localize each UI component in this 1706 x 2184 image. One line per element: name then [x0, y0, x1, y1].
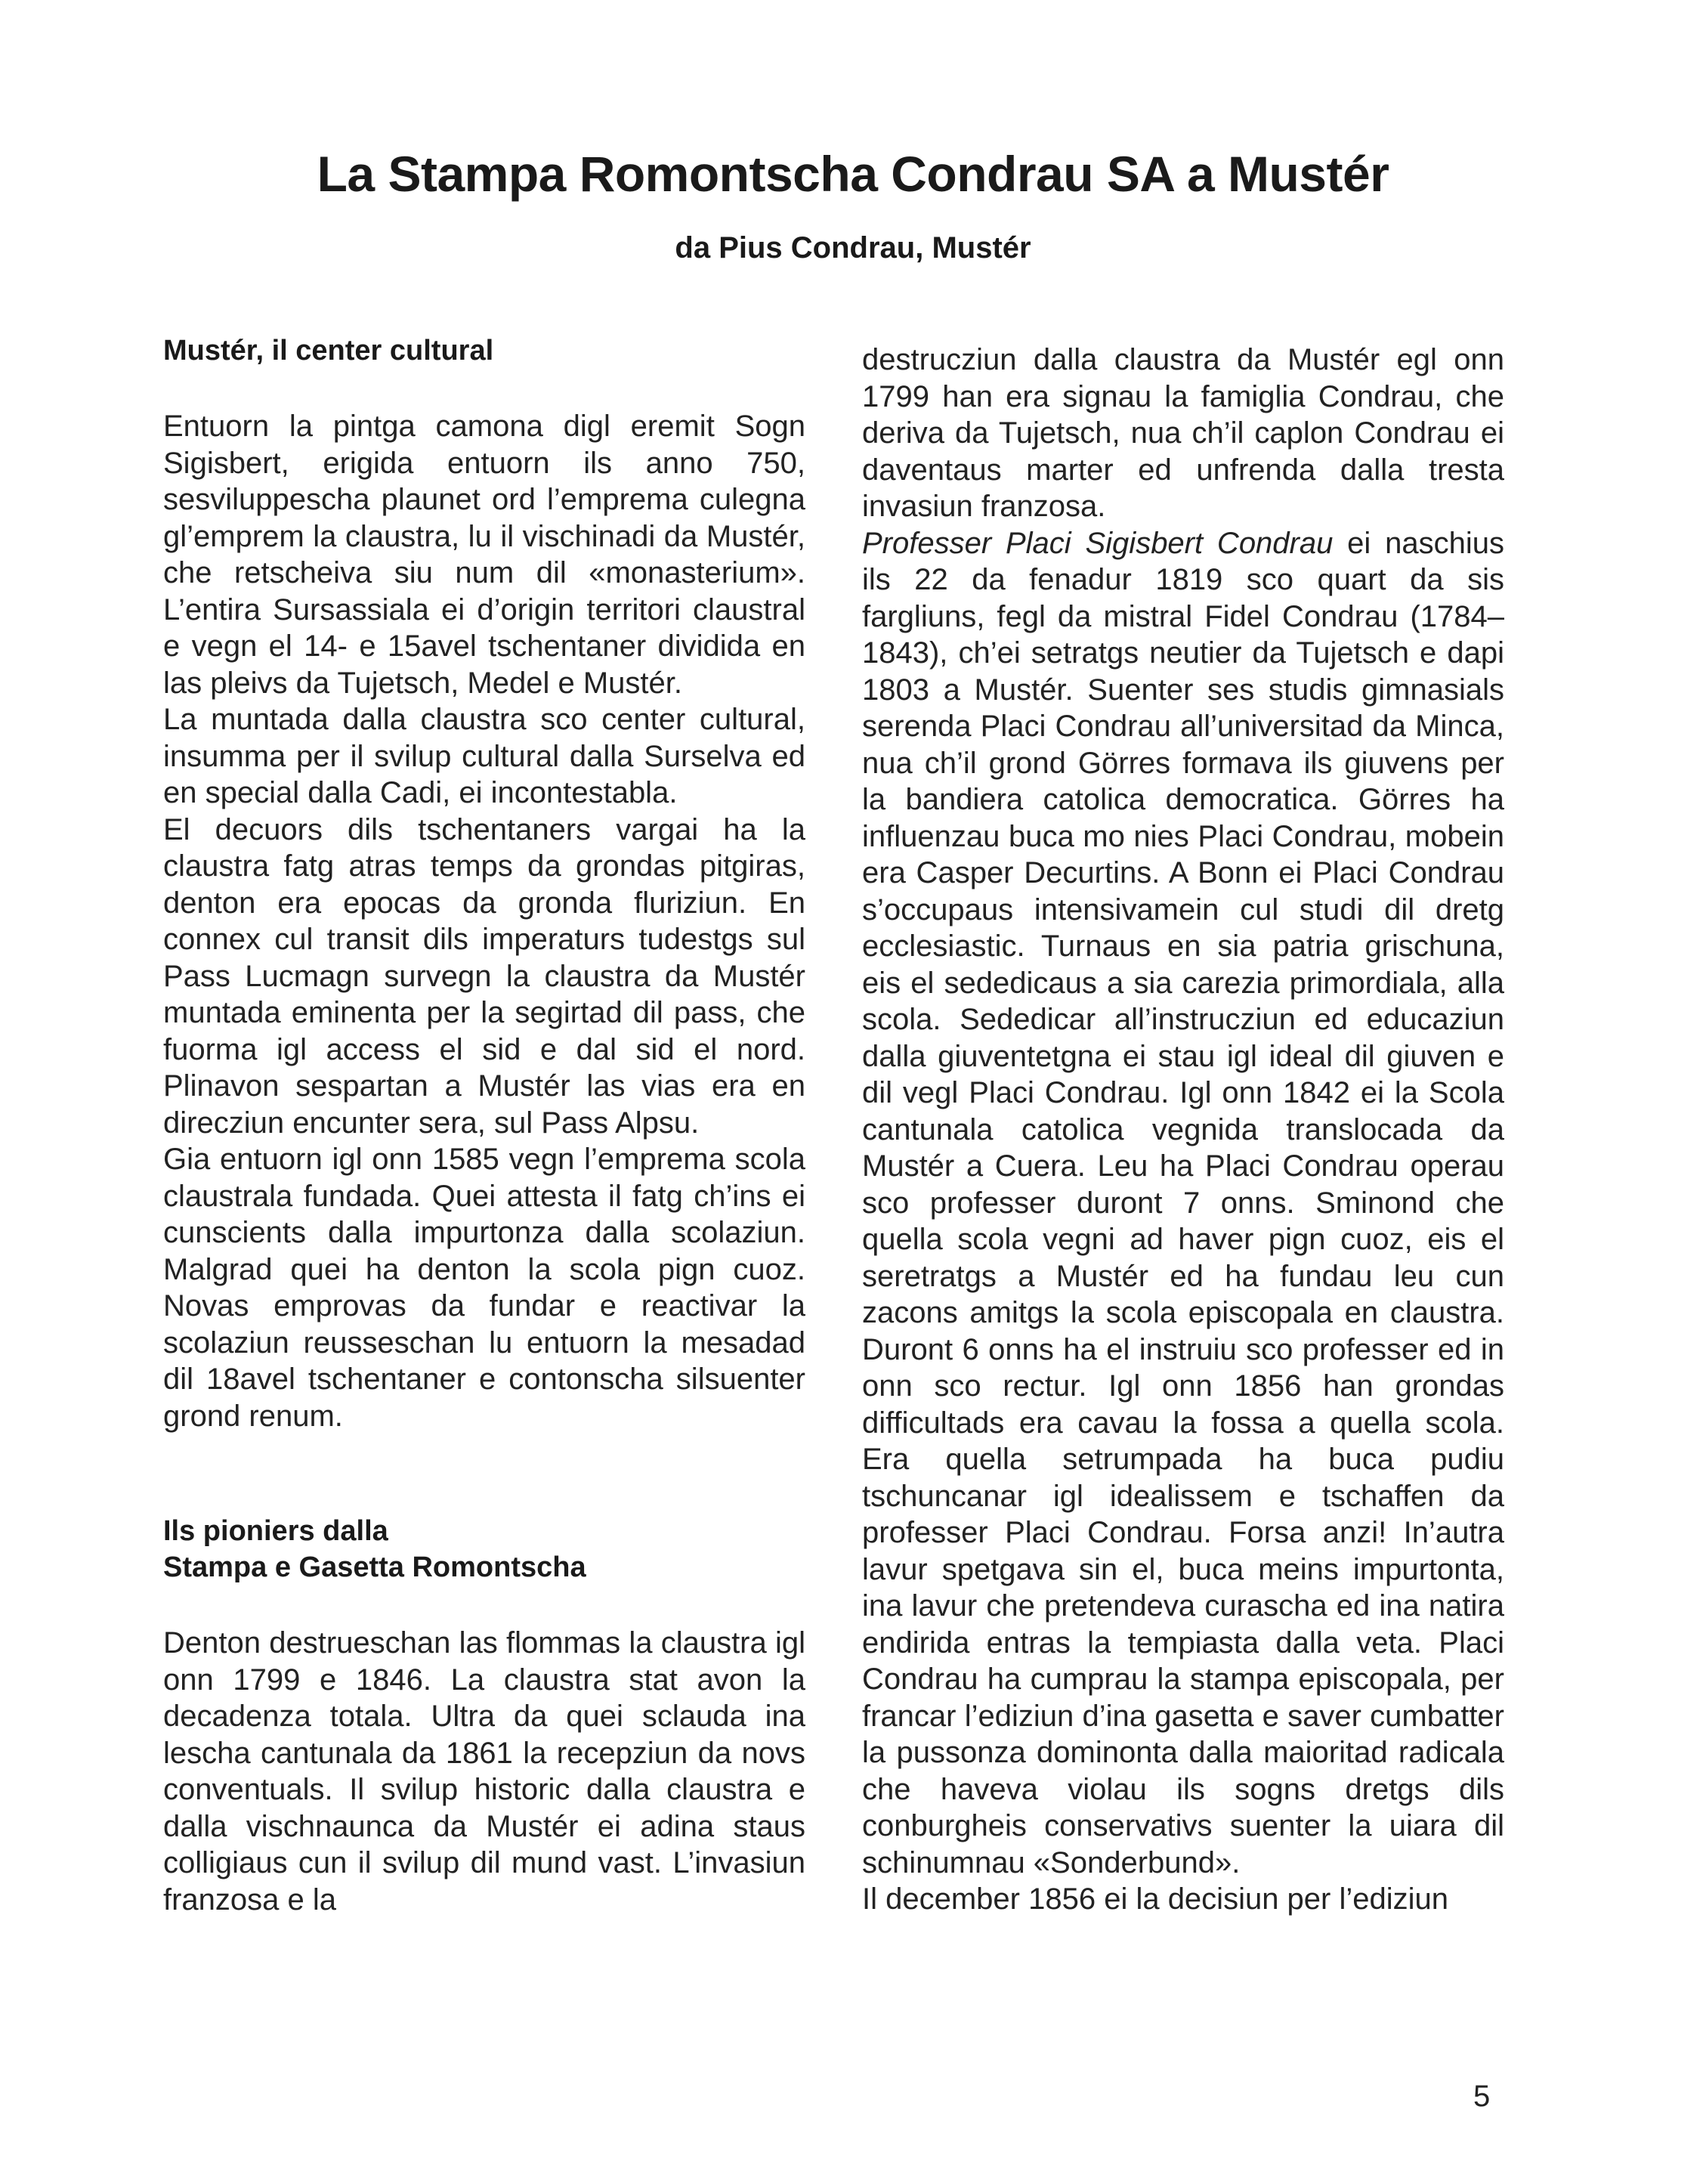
right-column: [862, 342, 1504, 1918]
section-heading-line: Ils pioniers dalla: [163, 1515, 388, 1547]
paragraph: Denton destrueschan las flommas la claustra igl onn 1799 e 1846. La claustra stat avon la decadenza totala. Ultra da quei sclauda ina lescha cantunala da 1861 la recepziun da novs conventuals. Il svilup historic dalla claustra e dalla vischnaunca da Mustér ei adina staus colligiaus cun il svilup dil mund vast. L’invasiun franzosa e la: [163, 1626, 805, 1916]
paragraph-text: ei naschius ils 22 da fenadur 1819 sco quart da sis fargliuns, fegl da mistral Fidel Condrau (1784–1843), ch’ei setratgs neutier da Tujetsch e dapi 1803 a Mustér. Suenter ses studis gimnasials serenda Placi Condrau all’universitad da Minca, nua ch’il grond Görres formava ils giuvens per la bandiera catolica democratica. Görres ha influenzau buca mo nies Placi Condrau, mobein era Casper Decurtins. A Bonn ei Placi Condrau s’occupaus intensivamein cul studi dil dretg ecclesiastic. Turnaus en sia patria grischuna, eis el sededicaus a sia carezia primordiala, alla scola. Sededicar all’instrucziun ed educaziun dalla giuventetgna ei stau igl ideal dil giuven e dil vegl Placi Condrau. Igl onn 1842 ei la Scola cantunala catolica vegnida translocada da Mustér a Cuera. Leu ha Placi Condrau operau sco professer duront 7 onns. Sminond che quella scola vegni ad haver pign cuoz, eis el seretratgs a Mustér ed ha fundau leu cun zacons amitgs la scola episcopala en claustra. Duront 6 onns ha el instruiu sco professer ed in onn sco rectur. Igl onn 1856 han grondas difficultads era cavau la fossa a quella scola. Era quella setrumpada ha buca pudiu tschuncanar igl idealissem e tschaffen da professer Placi Condrau. Forsa anzi! In’autra lavur spetgava sin el, buca meins impurtonta, ina lavur che pretendeva curascha ed ina natira endirida entras la tempiasta dalla veta. Placi Condrau ha cumprau la stampa episcopala, per francar l’ediziun d’ina gasetta e saver cumbatter la pussonza dominonta dalla maioritad radicala che haveva violau ils sogns dretgs dils conburgheis conservativs suenter la uiara dil schinumnau «Sonderbund».: [862, 526, 1504, 1879]
paragraph: Il december 1856 ei la decisiun per l’ediziun: [862, 1882, 1449, 1916]
section-heading-cultural-center: Mustér, il center cultural: [163, 335, 494, 367]
page-title: La Stampa Romontscha Condrau SA a Mustér: [317, 146, 1389, 202]
paragraph: El decuors dils tschentaners vargai ha la claustra fatg atras temps da grondas pitgiras, denton era epocas da gronda fluriziun. En connex cul transit dils imperaturs tudestgs sul Pass Lucmagn survegn la claustra da Mustér muntada eminenta per la segirtad dil pass, che fuorma igl access el sid e dal sid el nord. Plinavon sespartan a Mustér las vias era en direcziun encunter sera, sul Pass Alpsu.: [163, 812, 805, 1140]
paragraph: La muntada dalla claustra sco center cultural, insumma per il svilup cultural dalla Surselva ed en special dalla Cadi, ei incontestabla.: [163, 703, 805, 809]
paragraph: destrucziun dalla claustra da Mustér egl onn 1799 han era signau la famiglia Condrau, che deriva da Tujetsch, nua ch’il caplon Condrau ei daventaus marter ed unfrenda dalla tresta invasiun franzosa.: [862, 343, 1504, 523]
paragraph: [862, 525, 1504, 1882]
section-heading-pioneers: [163, 1513, 805, 1585]
page-number: 5: [1473, 2080, 1491, 2113]
left-column: [163, 333, 805, 1918]
italic-name: Professer Placi Sigisbert Condrau: [862, 526, 1334, 560]
section-heading-line: Stampa e Gasetta Romontscha: [163, 1551, 586, 1583]
paragraph: Entuorn la pintga camona digl eremit Sogn Sigisbert, erigida entuorn ils anno 750, sesviluppescha plaunet ord l’emprema culegna gl’emprem la claustra, lu il vischinadi da Mustér, che retscheiva siu num dil «monasterium». L’entira Sursassiala ei d’origin territori claustral e vegn el 14- e 15avel tschentaner dividida en las pleivs da Tujetsch, Medel e Mustér.: [163, 410, 805, 700]
paragraph: Gia entuorn igl onn 1585 vegn l’emprema scola claustrala fundada. Quei attesta il fatg ch’ins ei cunscients dalla impurtonza dalla scolaziun. Malgrad quei ha denton la scola pign cuoz. Novas emprovas da fundar e reactivar la scolaziun reusseschan lu entuorn la mesadad dil 18avel tschentaner e contonscha silsuenter grond renum.: [163, 1143, 805, 1433]
author-byline: da Pius Condrau, Mustér: [675, 231, 1031, 264]
